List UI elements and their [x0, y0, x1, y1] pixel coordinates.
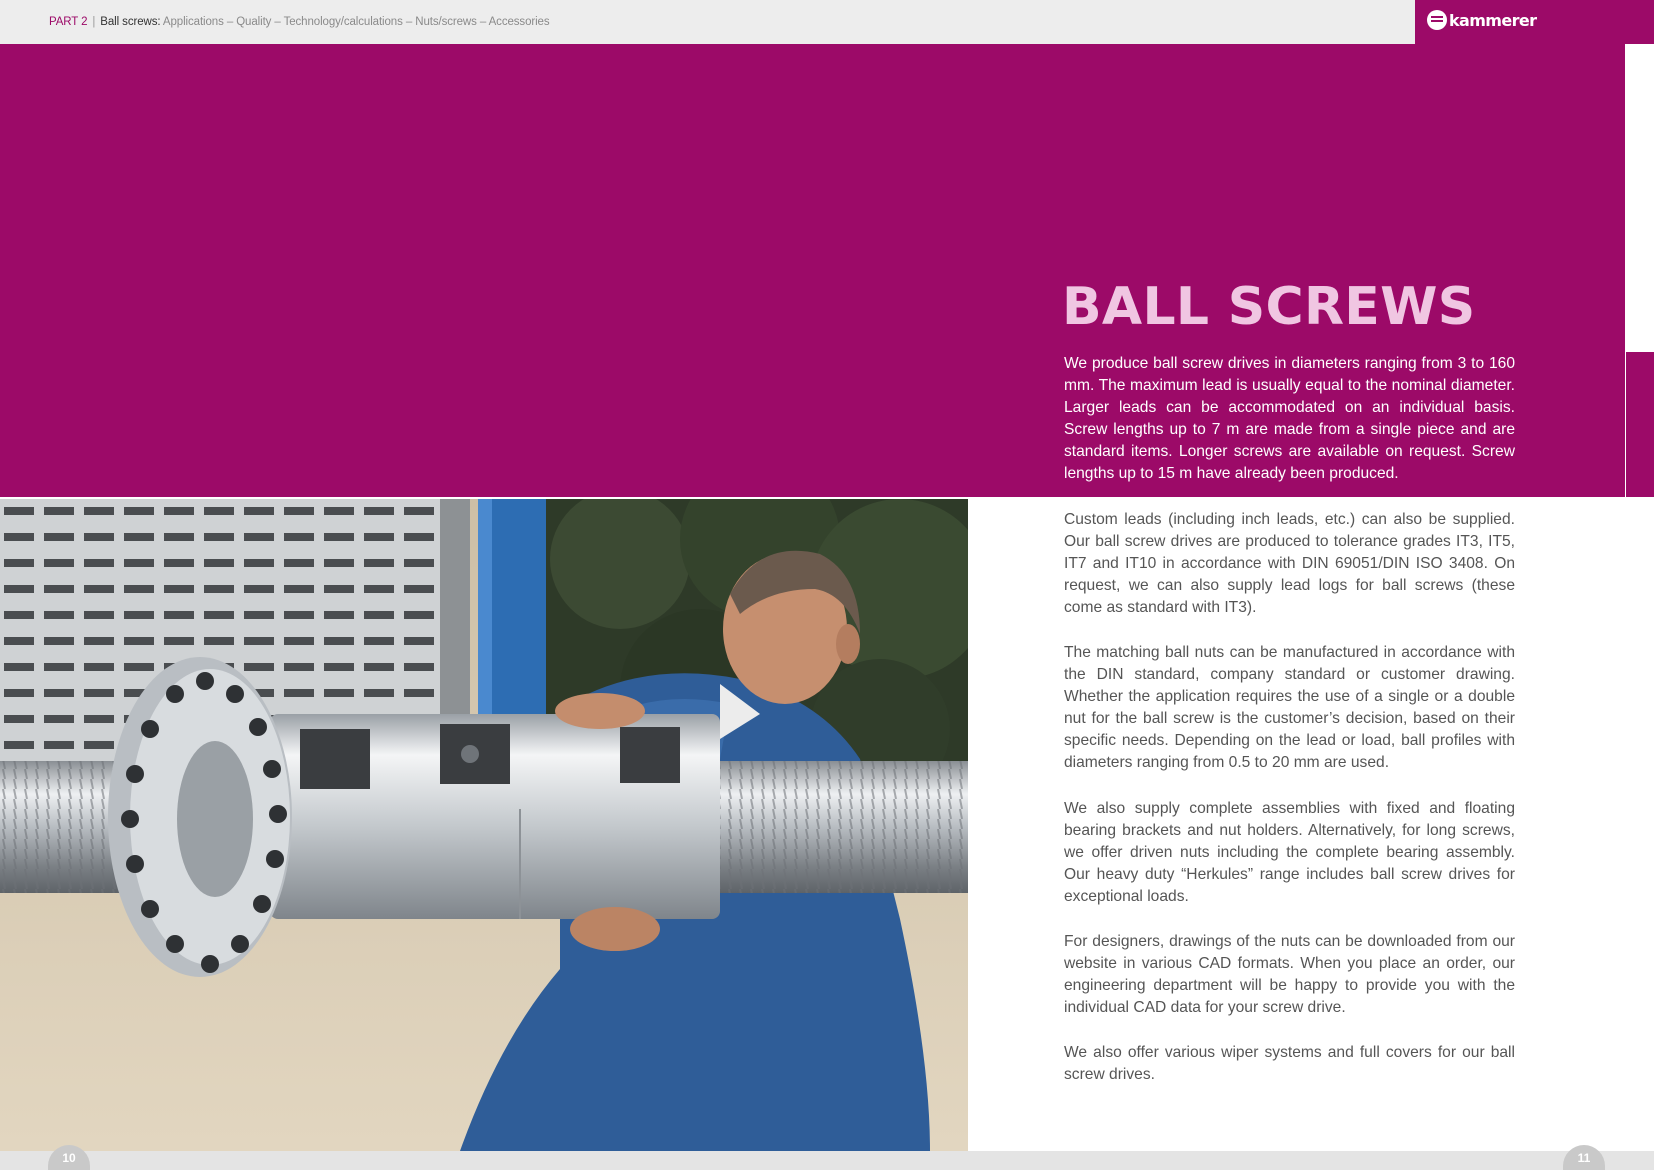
body-paragraph-2: The matching ball nuts can be manufactured in accordance with the DIN standard, company standard or customer drawing. Whether the application requires the use of a single or a double nut for the ball screw is the customer’s decision, based on their specific needs. Depending on the lead or load, ball profiles with diameters ranging from 0.5 to 20 mm are used. [1064, 644, 1515, 771]
intro-paragraph: We produce ball screw drives in diameters ranging from 3 to 160 mm. The maximum lead is usually equal to the nominal diameter. Larger leads can be accommodated on an individual basis. Screw lengths up to 7 m are made from a single piece and are standard items. Longer screws are available on request. Screw lengths up to 15 m have already been produced. [1064, 355, 1515, 482]
brand-logo[interactable] [1415, 0, 1654, 44]
footer-bar [0, 1151, 1654, 1170]
breadcrumb-separator: | [92, 16, 96, 28]
page-number-right: 11 [1563, 1145, 1605, 1170]
logo-icon [1427, 10, 1447, 30]
page-title: BALL SCREWS [1062, 277, 1476, 337]
breadcrumb-topics: Applications – Quality – Technology/calculations – Nuts/screws – Accessories [162, 16, 550, 28]
breadcrumb-part[interactable]: PART 2 [49, 16, 88, 28]
product-photo [0, 499, 968, 1151]
header-bar [0, 0, 1654, 44]
body-paragraph-1: Custom leads (including inch leads, etc.) can also be supplied. Our ball screw drives are produced to tolerance grades IT3, IT5, IT7 and IT10 in accordance with DIN 69051/DIN ISO 3408. On request, we can also supply lead logs for ball screws (these come as standard with IT3). [1064, 511, 1515, 616]
page-number-left: 10 [48, 1145, 90, 1170]
body-paragraph-3: We also supply complete assemblies with fixed and floating bearing brackets and nut holders. Alternatively, for long screws, we offer driven nuts including the complete bearing assembly. Our heavy duty “Herkules” range includes ball screw drives for exceptional loads. [1064, 800, 1515, 905]
body-paragraph-5: We also offer various wiper systems and full covers for our ball screw drives. [1064, 1044, 1515, 1083]
section-tab [1626, 352, 1654, 497]
body-paragraph-4: For designers, drawings of the nuts can be downloaded from our website in various CAD formats. When you place an order, our engineering department will be happy to provide you with the individual CAD data for your screw drive. [1064, 933, 1515, 1016]
logo-text: kammerer [1449, 11, 1537, 30]
breadcrumb [49, 16, 550, 28]
breadcrumb-section[interactable]: Ball screws: [100, 16, 161, 28]
